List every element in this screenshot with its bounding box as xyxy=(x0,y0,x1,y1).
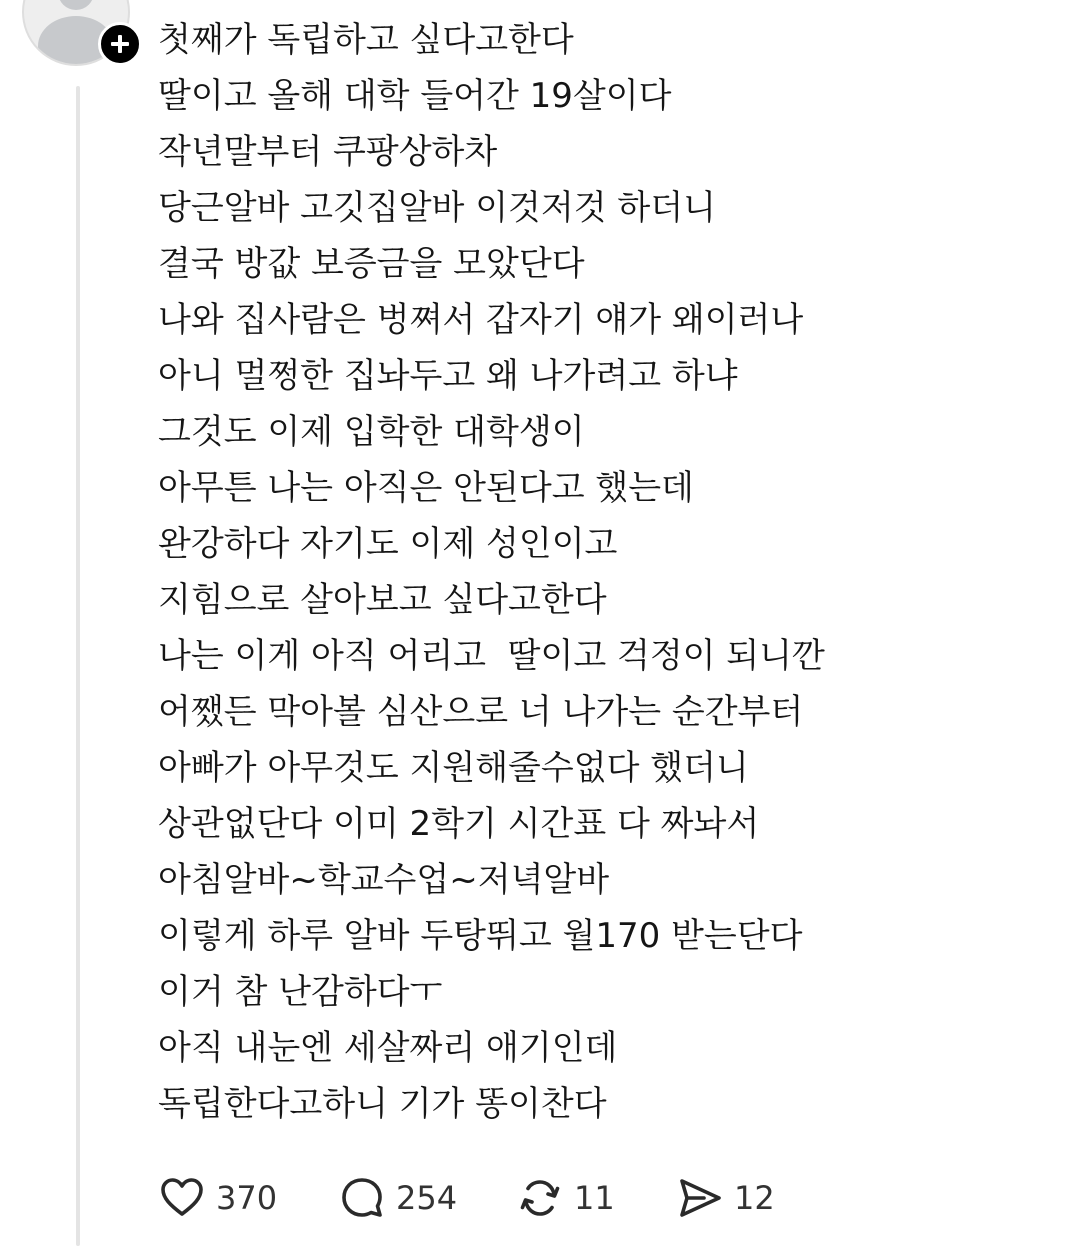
post-line: 이렇게 하루 알바 두탕뛰고 월170 받는단다 xyxy=(158,916,803,956)
reply-button[interactable] xyxy=(338,1170,516,1226)
like-button[interactable] xyxy=(158,1170,338,1226)
post-line: 아무튼 나는 아직은 안된다고 했는데 xyxy=(158,468,694,508)
post-line: 아빠가 아무것도 지원해줄수없다 했더니 xyxy=(158,748,749,788)
post-actions xyxy=(158,1170,796,1226)
comment-icon xyxy=(338,1174,386,1222)
post-line: 당근알바 고깃집알바 이것저것 하더니 xyxy=(158,188,716,228)
repost-count: 11 xyxy=(574,1179,615,1217)
post-line: 어쨌든 막아볼 심산으로 너 나가는 순간부터 xyxy=(158,692,804,732)
reply-count: 254 xyxy=(396,1179,458,1217)
post-line: 딸이고 올해 대학 들어간 19살이다 xyxy=(158,76,672,116)
post-line: 나는 이게 아직 어리고 딸이고 걱정이 되니깐 xyxy=(158,636,825,676)
repost-icon xyxy=(516,1174,564,1222)
post-line: 지힘으로 살아보고 싶다고한다 xyxy=(158,580,607,620)
thread-line xyxy=(76,86,80,1246)
post-line: 아니 멀쩡한 집놔두고 왜 나가려고 하냐 xyxy=(158,356,738,396)
post-line: 첫째가 독립하고 싶다고한다 xyxy=(158,20,574,60)
like-count: 370 xyxy=(216,1179,278,1217)
share-button[interactable] xyxy=(676,1170,796,1226)
follow-plus-icon[interactable] xyxy=(98,22,142,66)
heart-icon xyxy=(158,1174,206,1222)
post-line: 작년말부터 쿠팡상하차 xyxy=(158,132,498,172)
post-line: 나와 집사람은 벙쪄서 갑자기 얘가 왜이러나 xyxy=(158,300,804,340)
share-count: 12 xyxy=(734,1179,775,1217)
repost-button[interactable] xyxy=(516,1170,676,1226)
post-line: 이거 참 난감하다ㅜ xyxy=(158,972,443,1012)
post-line: 결국 방값 보증금을 모았단다 xyxy=(158,244,585,284)
post-line: 독립한다고하니 기가 똥이찬다 xyxy=(158,1084,607,1124)
avatar-head-shape xyxy=(58,0,94,10)
post-line: 아침알바~학교수업~저녁알바 xyxy=(158,860,610,900)
post-line: 상관없단다 이미 2학기 시간표 다 짜놔서 xyxy=(158,804,760,844)
post-line: 완강하다 자기도 이제 성인이고 xyxy=(158,524,618,564)
post-line: 그것도 이제 입학한 대학생이 xyxy=(158,412,585,452)
post-body xyxy=(158,12,1058,1132)
post-line: 아직 내눈엔 세살짜리 애기인데 xyxy=(158,1028,618,1068)
send-icon xyxy=(676,1174,724,1222)
